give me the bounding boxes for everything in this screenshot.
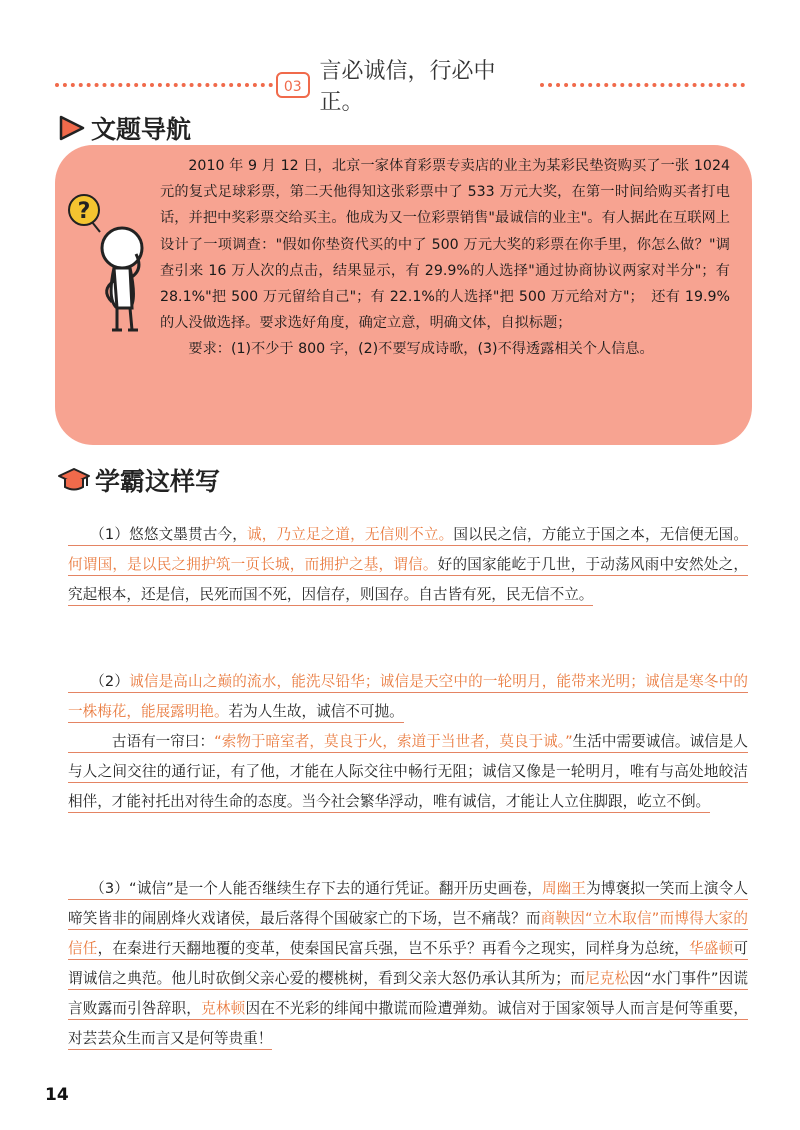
highlight-text: 周幽王 <box>541 880 587 897</box>
essay-text-segment: （2）诚信是高山之巅的流水，能洗尽铅华；诚信是天空中的一轮明月，能带来光明；诚信是寒冬中的一株梅花，能展露明艳。若为人生故，诚信不可抛。 <box>68 673 748 723</box>
chapter-number-badge: 03 <box>276 72 310 98</box>
highlight-text: 克林顿 <box>201 1000 246 1017</box>
highlight-text: 诚，乃立足之道，无信则不立。 <box>247 526 454 543</box>
essay-paragraph-2 <box>68 667 748 817</box>
chapter-header <box>276 59 536 115</box>
svg-text:?: ? <box>77 199 91 224</box>
highlight-text: 诚信是高山之巅的流水，能洗尽铅华；诚信是天空中的一轮明月，能带来光明；诚信是寒冬中的一株梅花，能展露明艳。 <box>68 673 748 720</box>
play-icon <box>57 114 87 142</box>
essay-paragraph-3 <box>68 874 748 1054</box>
page-number: 14 <box>45 1085 69 1105</box>
highlight-text: 华盛顿 <box>689 940 734 957</box>
chapter-title: 言必诚信，行必中正。 <box>319 59 496 115</box>
section-title-model-essay-text: 学霸这样写 <box>95 467 221 496</box>
essay-text-segment: （1）悠悠文墨贯古今，诚，乃立足之道，无信则不立。国以民之信，方能立于国之本，无信便无国。何谓国，是以民之拥护筑一页长城，而拥护之基，谓信。好的国家能屹于几世，于动荡风雨中安然处之，究起根本，还是信，民死而国不死，因信存，则国存。自古皆有死，民无信不立。 <box>68 526 748 606</box>
prompt-text <box>160 153 730 363</box>
prompt-requirements: 要求：(1)不少于 800 字，(2)不要写成诗歌，(3)不得透露相关个人信息。 <box>188 341 654 358</box>
thinking-figure-icon <box>62 190 157 340</box>
header-dotted-line-left <box>55 83 273 87</box>
highlight-text: 何谓国，是以民之拥护筑一页长城，而拥护之基，谓信。 <box>68 556 438 573</box>
highlight-text: 尼克松 <box>584 970 630 987</box>
section-title-model-essay <box>57 462 220 498</box>
section-title-prompt-text: 文题导航 <box>91 115 192 144</box>
essay-paragraph-1 <box>68 520 748 610</box>
header-dotted-line-right <box>540 83 745 87</box>
graduation-cap-icon <box>57 466 91 494</box>
essay-text-segment: （3）“诚信”是一个人能否继续生存下去的通行凭证。翻开历史画卷，周幽王为博褒拟一笑而上演令人啼笑皆非的闹剧烽火戏诸侯，最后落得个国破家亡的下场，岂不痛哉？而商鞅因“立木取信”而博得大家的信任，在秦进行天翻地覆的变革，使秦国民富兵强，岂不乐乎？再看今之现实，同样身为总统，华盛顿可谓诚信之典范。他儿时砍倒父亲心爱的樱桃树，看到父亲大怒仍承认其所为；而尼克松因“水门事件”因谎言败露而引咎辞职，克林顿因在不光彩的绯闻中撒谎而险遭弹劾。诚信对于国家领导人而言是何等重要，对芸芸众生而言又是何等贵重！ <box>68 880 748 1050</box>
prompt-paragraph: 2010 年 9 月 12 日，北京一家体育彩票专卖店的业主为某彩民垫资购买了一张 1024 元的复式足球彩票，第二天他得知这张彩票中了 533 万元大奖，在第一时间给购买者打电话，并把中奖彩票交给买主。他成为又一位彩票销售"最诚信的业主"。有人据此在互联网上设计了一项调查："假如你垫资代买的中了 500 万元大奖的彩票在你手里，你怎么做？"调查引来 16 万人次的点击，结果显示，有 29.9%的人选择"通过协商协议两家对半分"；有 28.1%"把 500 万元留给自己"；有 22.1%的人选择"把 500 万元给对方"； 还有 19.9%的人没做选择。要求选好角度，确定立意，明确文体，自拟标题； <box>160 158 730 332</box>
essay-text-segment: 古语有一帘曰：“索物于暗室者，莫良于火，索道于当世者，莫良于诚。”生活中需要诚信。诚信是人与人之间交往的通行证，有了他，才能在人际交往中畅行无阻；诚信又像是一轮明月，唯有与高处地皎洁相伴，才能衬托出对待生命的态度。当今社会繁华浮动，唯有诚信，才能让人立住脚跟，屹立不倒。 <box>68 733 748 813</box>
highlight-text: “索物于暗室者，莫良于火，索道于当世者，莫良于诚。” <box>214 733 573 750</box>
section-title-prompt <box>57 110 191 146</box>
highlight-text: 商鞅因“立木取信”而博得大家的信任 <box>68 910 748 957</box>
